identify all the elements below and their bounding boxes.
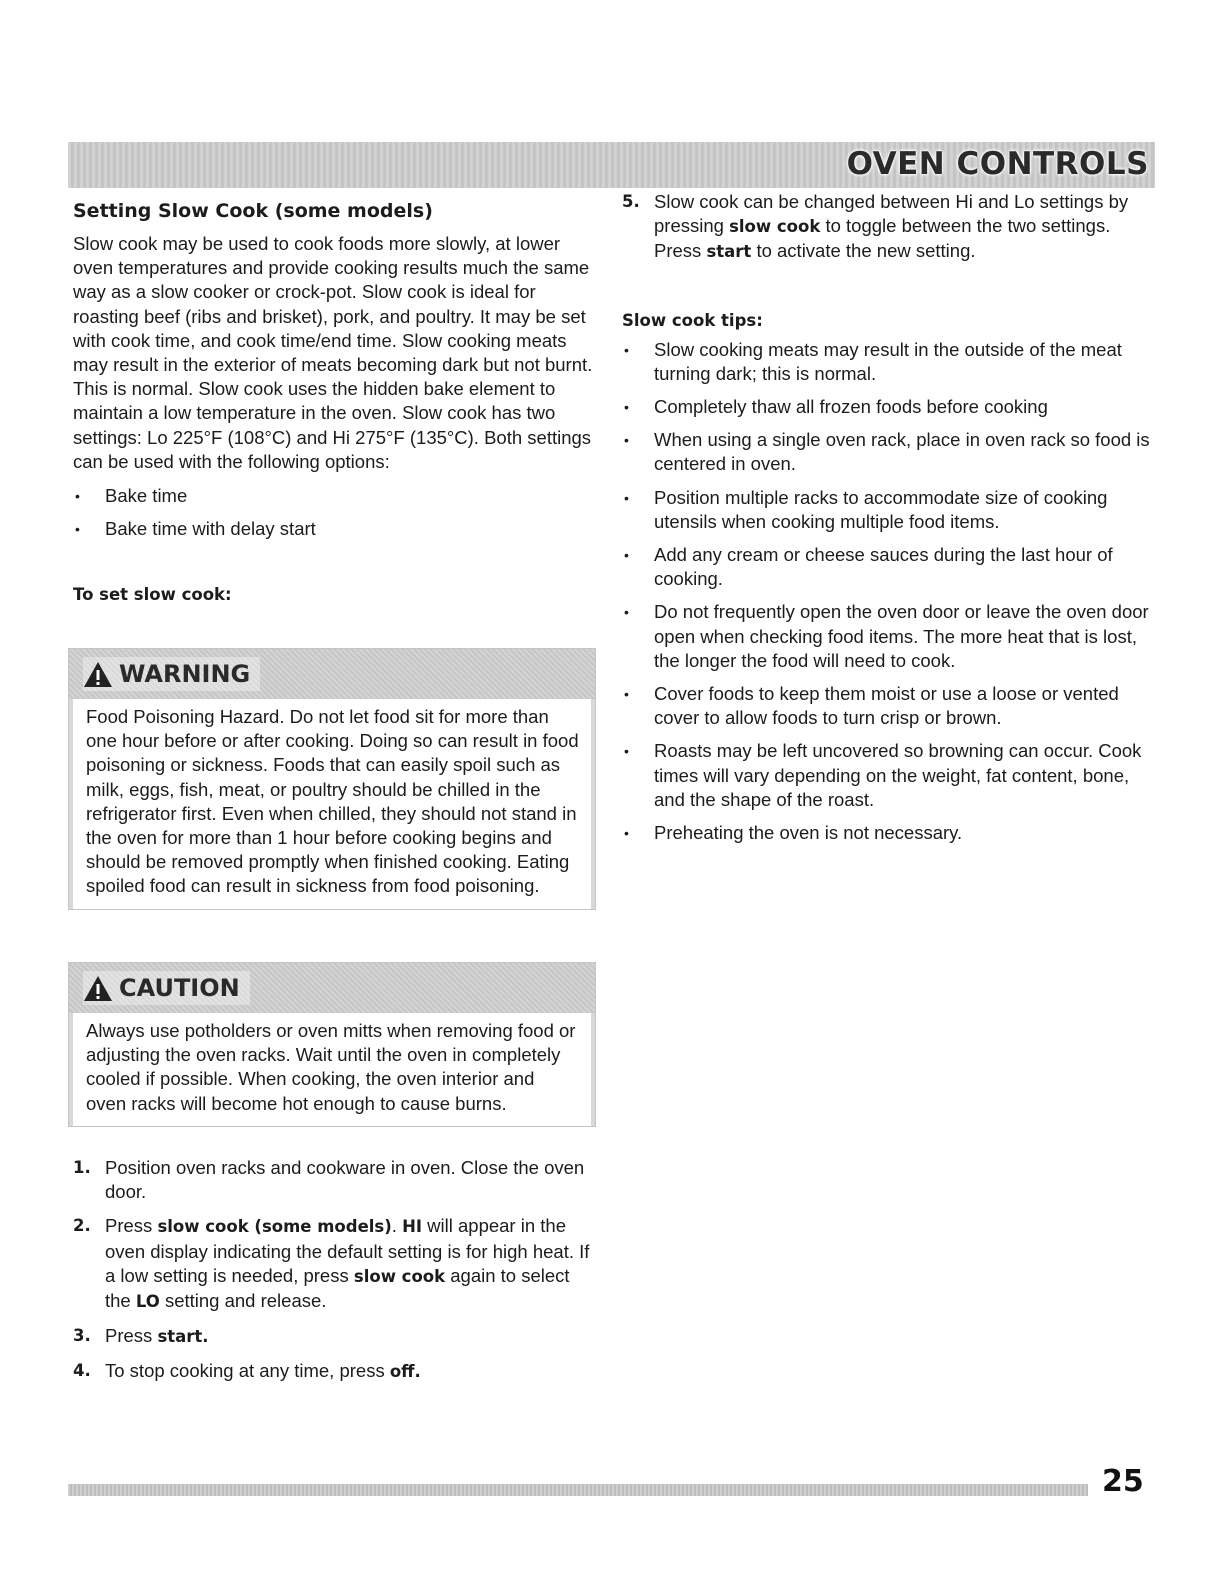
caution-header xyxy=(69,963,595,1013)
tip-item: • Slow cooking meats may result in the outside of the meat turning dark; this is normal. xyxy=(622,338,1152,386)
page-title: OVEN CONTROLS xyxy=(846,146,1149,182)
header-banner xyxy=(68,142,1155,188)
step-text: will appear in the oven display indicating the default setting is for high heat. If a low setting is needed, press xyxy=(105,1215,590,1286)
list-item: • Bake time with delay start xyxy=(73,517,603,541)
tips-title: Slow cook tips: xyxy=(622,310,763,330)
tip-item: • Position multiple racks to accommodate size of cooking utensils when cooking multiple food items. xyxy=(622,486,1152,534)
step-number: 3. xyxy=(73,1326,91,1346)
steps-list-continued xyxy=(622,190,1152,265)
tip-item: • Add any cream or cheese sauces during the last hour of cooking. xyxy=(622,543,1152,591)
caution-label: CAUTION xyxy=(119,974,240,1002)
keyword: slow cook (some models) xyxy=(157,1217,392,1237)
step-item xyxy=(73,1156,593,1204)
warning-header xyxy=(69,649,595,699)
warning-triangle-icon xyxy=(83,661,113,688)
section-title: Setting Slow Cook (some models) xyxy=(73,200,433,222)
tip-item: • Preheating the oven is not necessary. xyxy=(622,821,1152,845)
step-text: to activate the new setting. xyxy=(751,240,976,262)
step-item xyxy=(73,1359,593,1384)
step-text: to toggle between the two settings. Press xyxy=(654,215,1111,262)
step-text: again to select the xyxy=(105,1264,570,1312)
left-column xyxy=(73,200,603,604)
footer-bar xyxy=(68,1484,1088,1496)
tip-item: • Roasts may be left uncovered so browning can occur. Cook times will vary depending on the weight, fat content, bone, and the shape of the roast. xyxy=(622,739,1152,812)
tips-list xyxy=(622,338,1152,846)
keyword: off. xyxy=(389,1362,421,1382)
step-text: setting and release. xyxy=(159,1290,327,1312)
options-list xyxy=(73,484,603,541)
steps-list xyxy=(73,1156,593,1385)
keyword: slow cook xyxy=(729,217,821,237)
tip-item: • Cover foods to keep them moist or use a loose or vented cover to allow foods to turn crisp or brown. xyxy=(622,682,1152,730)
step-item xyxy=(73,1324,593,1349)
step-item xyxy=(73,1214,593,1314)
tip-item: • Completely thaw all frozen foods before cooking xyxy=(622,395,1152,419)
warning-label: WARNING xyxy=(119,660,251,688)
step-item xyxy=(622,190,1152,265)
keyword: start xyxy=(706,242,752,262)
step-text: Press xyxy=(105,1325,158,1347)
step-number: 4. xyxy=(73,1361,91,1381)
page-number: 25 xyxy=(1102,1464,1144,1499)
step-number: 2. xyxy=(73,1216,91,1236)
step-number: 1. xyxy=(73,1158,91,1177)
caution-label-wrap xyxy=(83,971,250,1005)
tip-item: • When using a single oven rack, place in oven rack so food is centered in oven. xyxy=(622,428,1152,476)
keyword: HI xyxy=(402,1217,423,1237)
caution-box xyxy=(68,962,596,1127)
keyword: LO xyxy=(135,1292,160,1312)
list-item: • Bake time xyxy=(73,484,603,508)
step-text: To stop cooking at any time, press xyxy=(105,1360,390,1382)
step-number: 5. xyxy=(622,192,640,211)
step-text: Position oven racks and cookware in oven. Close the oven door. xyxy=(105,1157,585,1203)
keyword: slow cook xyxy=(353,1266,446,1286)
step-text: Press xyxy=(105,1215,158,1237)
warning-box xyxy=(68,648,596,910)
tip-item: • Do not frequently open the oven door or leave the oven door open when checking food items. The more heat that is lost, the longer the food will need to cook. xyxy=(622,600,1152,673)
caution-text: Always use potholders or oven mitts when removing food or adjusting the oven racks. Wait until the oven in completely cooled if possible. When cooking, the oven interior and oven racks will become hot enough to cause burns. xyxy=(69,1013,595,1126)
right-column xyxy=(622,190,1152,845)
intro-paragraph: Slow cook may be used to cook foods more slowly, at lower oven temperatures and provide cooking results much the same way as a slow cooker or crock-pot. Slow cook is ideal for roasting beef (ribs and brisket), pork, and poultry. It may be set with cook time, and cook time/end time. Slow cooking meats may result in the exterior of meats becoming dark but not burnt. This is normal. Slow cook uses the hidden bake element to maintain a low temperature in the oven. Slow cook has two settings: Lo 225°F (108°C) and Hi 275°F (135°C). Both settings can be used with the following options: xyxy=(73,233,593,472)
warning-label-wrap xyxy=(83,657,260,691)
warning-text: Food Poisoning Hazard. Do not let food sit for more than one hour before or after cooking. Doing so can result in food poisoning or sickness. Foods that can easily spoil such as milk, eggs, fish, meat, or poultry should be chilled in the refrigerator first. Even when chilled, they should not stand in the oven for more than 1 hour before cooking begins and should be removed promptly when finished cooking. Eating spoiled food can result in sickness from food poisoning. xyxy=(69,699,595,909)
step-text: Slow cook can be changed between Hi and Lo settings by pressing xyxy=(654,191,1129,237)
keyword: start. xyxy=(157,1327,209,1347)
caution-triangle-icon xyxy=(83,975,113,1002)
step-text: . xyxy=(391,1215,403,1237)
to-set-title: To set slow cook: xyxy=(73,585,232,605)
